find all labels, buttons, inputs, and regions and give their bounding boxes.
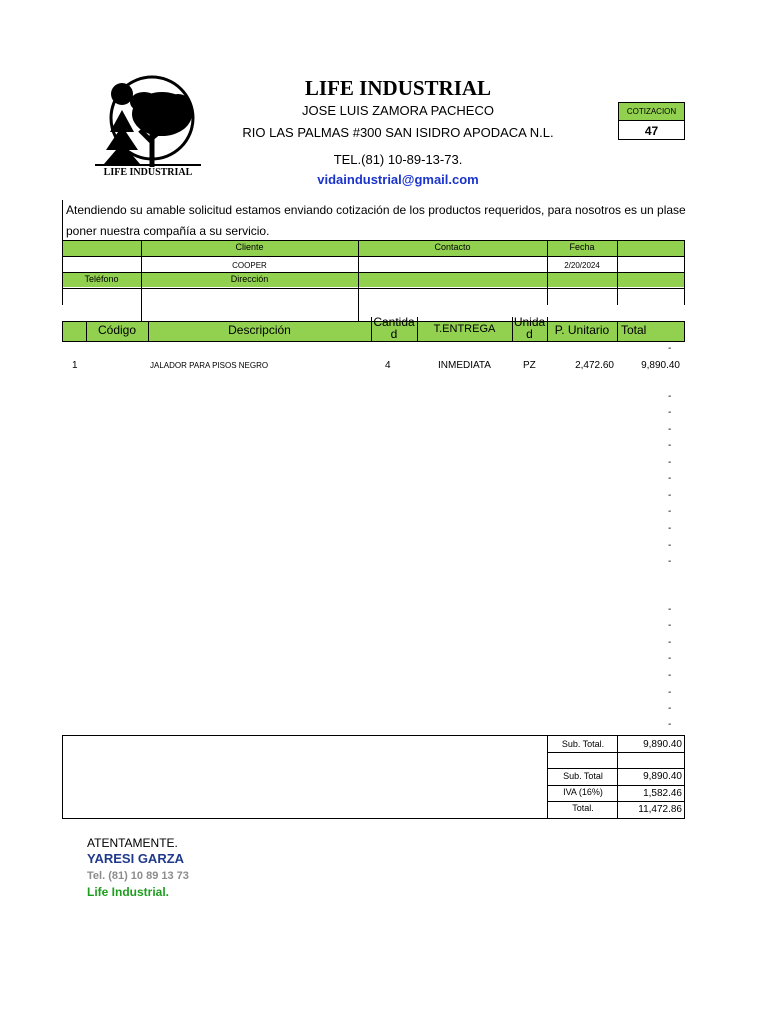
closing-text: ATENTAMENTE.	[87, 836, 178, 850]
empty-total: -	[668, 637, 672, 648]
empty-total: -	[668, 719, 672, 730]
logo-text: LIFE INDUSTRIAL	[103, 167, 193, 178]
iva-label: IVA (16%)	[563, 787, 603, 797]
empty-total: -	[668, 473, 672, 484]
iva-value: 1,582.46	[643, 788, 682, 799]
company-phone: TEL.(81) 10-89-13-73.	[333, 152, 463, 167]
owner-name: JOSE LUIS ZAMORA PACHECO	[302, 103, 494, 118]
empty-total: -	[668, 506, 672, 517]
item-total: 9,890.40	[641, 360, 680, 371]
empty-total: -	[668, 407, 672, 418]
item-entrega: INMEDIATA	[438, 360, 491, 371]
empty-total: -	[668, 457, 672, 468]
descripcion-header: Descripción	[228, 323, 291, 337]
empty-total: -	[668, 653, 672, 664]
quote-number: 47	[644, 124, 659, 138]
total-header: Total	[621, 323, 647, 337]
cliente-value: COOPER	[232, 261, 267, 270]
item-cantidad: 4	[385, 360, 391, 371]
signer-name: YARESI GARZA	[87, 851, 185, 866]
intro-line-2: poner nuestra compañía a su servicio.	[66, 224, 270, 238]
unitario-header: P. Unitario	[554, 323, 610, 337]
empty-total: -	[668, 540, 672, 551]
empty-total: -	[668, 424, 672, 435]
cliente-header: Cliente	[235, 242, 264, 252]
telefono-header: Teléfono	[84, 274, 119, 284]
subtotal1-value: 9,890.40	[643, 739, 682, 750]
fecha-value: 2/20/2024	[564, 261, 600, 270]
item-codigo: 1	[72, 360, 78, 371]
fecha-header: Fecha	[569, 242, 595, 252]
contacto-header: Contacto	[434, 242, 471, 252]
company-logo	[92, 72, 204, 184]
empty-total: -	[668, 670, 672, 681]
cantidad-header: Cantida d	[373, 315, 415, 341]
item-descripcion: JALADOR PARA PISOS NEGRO	[150, 361, 269, 370]
empty-total: -	[668, 620, 672, 631]
intro-text	[62, 200, 686, 240]
signer-company: Life Industrial.	[87, 885, 170, 899]
company-address: RIO LAS PALMAS #300 SAN ISIDRO APODACA N.L.	[242, 125, 554, 140]
company-name: LIFE INDUSTRIAL	[304, 76, 492, 100]
signer-phone: Tel. (81) 10 89 13 73	[87, 870, 189, 882]
item-unidad: PZ	[523, 360, 536, 371]
subtotal1-label: Sub. Total.	[561, 739, 605, 749]
direccion-header: Dirección	[230, 274, 269, 284]
subtotal2-label: Sub. Total	[563, 771, 603, 781]
company-email[interactable]: vidaindustrial@gmail.com	[317, 172, 479, 187]
total-label: Total.	[572, 803, 594, 813]
empty-total: -	[668, 391, 672, 402]
empty-total: -	[668, 440, 672, 451]
empty-total: -	[668, 523, 672, 534]
empty-total: -	[668, 687, 672, 698]
total-value: 11,472.86	[638, 804, 682, 815]
intro-line-1: Atendiendo su amable solicitud estamos enviando cotización de los productos requeridos, para nosotros es un plase	[66, 203, 686, 217]
empty-total: -	[668, 556, 672, 567]
quote-number-box	[618, 102, 685, 140]
entrega-header: T.ENTREGA	[433, 323, 496, 335]
empty-total: -	[668, 343, 672, 354]
quote-label: COTIZACION	[619, 103, 684, 121]
codigo-header: Código	[97, 323, 137, 337]
item-unitario: 2,472.60	[575, 360, 614, 371]
unidad-header: Unida d	[513, 315, 546, 341]
empty-total: -	[668, 604, 672, 615]
empty-total: -	[668, 703, 672, 714]
subtotal2-value: 9,890.40	[643, 771, 682, 782]
empty-total: -	[668, 490, 672, 501]
